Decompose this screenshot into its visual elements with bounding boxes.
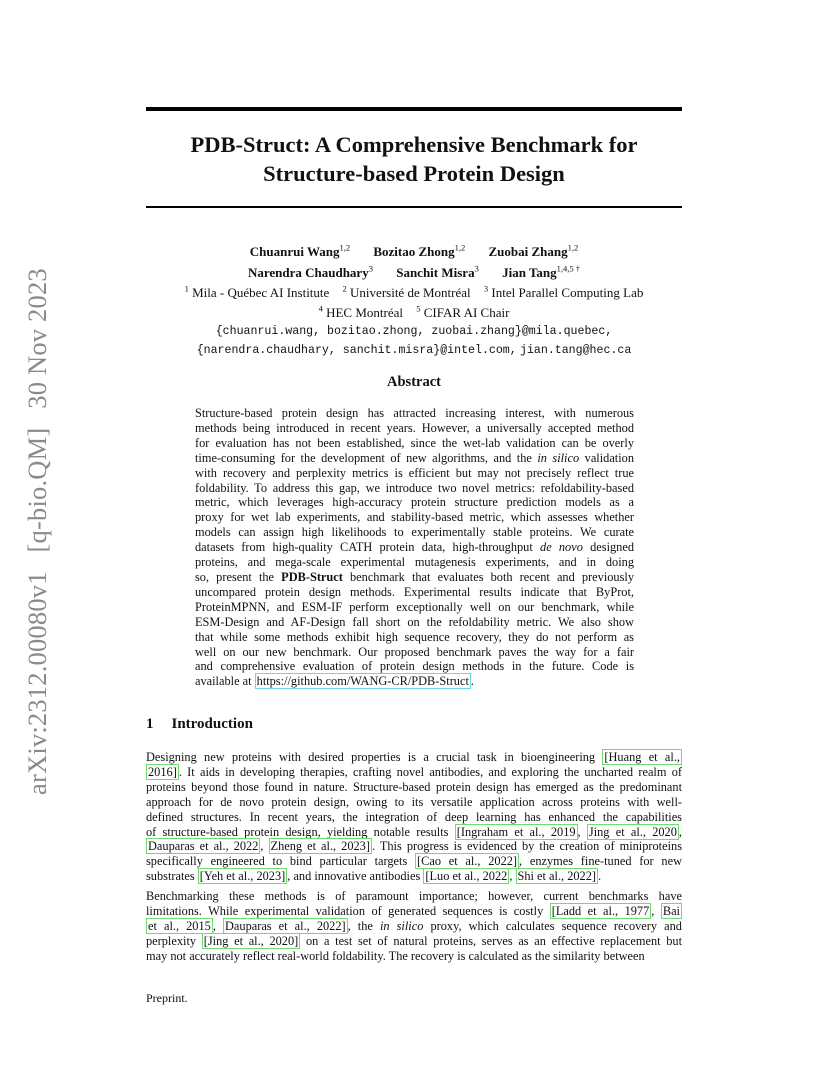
citation-link[interactable]: [Huang et al., — [604, 750, 680, 764]
citation-link[interactable]: 2016] — [148, 764, 177, 779]
para-line: perplexity [Jing et al., 2020] on a test set of natural proteins, serves as an effective replacement but — [146, 933, 683, 948]
para-line: specifically engineered to bind particular targets [Cao et al., 2022] , enzymes fine-tuned for new — [146, 854, 682, 869]
author-name: Jian Tang$^{1,4,5 \dagger}$ — [502, 263, 581, 280]
citation-link[interactable]: [Yeh et al., 2023] — [199, 869, 286, 884]
citation-link[interactable]: [Ingraham et al., 2019 — [456, 824, 576, 839]
title-top-rule — [146, 107, 682, 111]
author-name: Chuanrui Wang$^{1,2}$ — [249, 243, 351, 260]
citation-link[interactable]: [Jing et al., 2020] — [203, 933, 299, 948]
author-block — [146, 240, 682, 359]
para-line: et al., 2015 , Dauparas et al., 2022] , the in silico proxy, which calculates sequence recovery and — [148, 918, 682, 933]
affiliation: $^3$ Intel Parallel Computing Lab — [483, 283, 644, 300]
abstract-line: datasets from high-quality CATH protein data, high-throughput de novo designed — [195, 540, 634, 555]
citation-link[interactable]: Zheng et al., 2023] — [270, 839, 370, 854]
para-line: limitations. While experimental validation of generated sequences is costly [Ladd et al., 1977 , Bai — [146, 903, 680, 918]
para-line: defined structures. In recent years, the integration of deep learning has enhanced the capabilities — [146, 809, 682, 824]
para-line: 2016] . It aids in developing therapies, crafting novel antibodies, and exploring the uncharted realm of — [148, 764, 682, 779]
arxiv-id: arXiv:2312.00080v1 — [22, 571, 52, 795]
title-bottom-rule — [146, 206, 682, 208]
abstract-line: methods being introduced in recent years. However, a universally accepted method — [195, 420, 634, 435]
abstract-line: foldability. To address this gap, we introduce two novel metrics: refoldability-based — [195, 480, 634, 495]
arxiv-date: 30 Nov 2023 — [22, 268, 52, 409]
abstract-line: metric, which leverages high-accuracy protein structure prediction models as a — [195, 495, 634, 510]
para-line: Designing new proteins with desired properties is a crucial task in bioengineering [Huang et al., — [146, 750, 680, 764]
author-name: Zuobai Zhang$^{1,2}$ — [488, 243, 579, 260]
author-row-2 — [146, 260, 682, 280]
abstract-line: well on our new benchmark. Our proposed benchmark paves the way for a fair — [195, 644, 634, 659]
citation-link[interactable]: et al., 2015 — [148, 918, 211, 933]
citation-link[interactable]: [Luo et al., 2022 — [425, 869, 508, 884]
para-line: substrates [Yeh et al., 2023] , and innovative antibodies [Luo et al., 2022 , Shi et al., 2022] . — [146, 869, 602, 884]
citation-link[interactable]: Shi et al., 2022] — [517, 869, 597, 884]
citation-link[interactable]: Bai — [662, 903, 680, 918]
para-line: proteins beyond those found in nature. Structure-based protein design has emerged as the predominant — [146, 779, 682, 794]
abstract-line: for evaluation has not been established, since the wet-lab validation can be overly — [195, 435, 634, 450]
arxiv-stamp — [22, 256, 53, 795]
abstract-line: available at https://github.com/WANG-CR/PDB-Struct . — [195, 674, 474, 689]
title-line-1: PDB-Struct: A Comprehensive Benchmark for — [190, 132, 638, 157]
abstract-heading: Abstract — [387, 374, 441, 390]
abstract-line: Structure-based protein design has attracted increasing interest, with numerous — [195, 406, 634, 420]
abstract-line: and comprehensive evaluation of protein design methods in the future. Code is — [195, 659, 634, 674]
arxiv-category: [q-bio.QM] — [22, 427, 52, 553]
intro-paragraph-2 — [146, 889, 682, 964]
para-line: approach for de novo protein design, owing to its versatile application across proteins with well- — [146, 794, 682, 809]
citation-link[interactable]: Dauparas et al., 2022 — [148, 839, 259, 854]
affiliation: $^1$ Mila - Québec AI Institute — [184, 283, 330, 300]
abstract-line: so, present the PDB-Struct benchmark that evaluates both recent and previously — [195, 569, 634, 584]
affiliation: $^4$ HEC Montréal — [318, 303, 403, 321]
abstract-line: models can assign high likelihoods to experimentally stable proteins. We curate — [195, 525, 634, 540]
abstract-line: proxy for wet lab experiments, and stability-based metric, which assesses whether — [195, 510, 634, 525]
affiliation: $^2$ Université de Montréal — [342, 283, 471, 300]
abstract-line: proteins, and mega-scale experimental mutagenesis experiments, and in doing — [195, 555, 634, 570]
abstract-body — [195, 406, 634, 689]
code-url-link[interactable]: https://github.com/WANG-CR/PDB-Struct — [256, 674, 469, 689]
email-row-2 — [146, 340, 682, 359]
title-line-2: Structure-based Protein Design — [263, 161, 565, 186]
email-row-1 — [146, 321, 682, 340]
para-line: Dauparas et al., 2022 , Zheng et al., 2023] . This progress is evidenced by the creation of miniproteins — [148, 839, 682, 854]
author-emails: {chuanrui.wang, bozitao.zhong, zuobai.zhang}@mila.quebec, — [215, 325, 613, 339]
para-line: may not accurately reflect real-world foldability. The recovery is calculated as the similarity between — [146, 948, 645, 963]
affiliation-row-2 — [146, 301, 682, 321]
author-name: Bozitao Zhong$^{1,2}$ — [373, 243, 466, 260]
paper-title — [146, 130, 682, 188]
affiliation-row-1 — [146, 281, 682, 301]
affiliation: $^5$ CIFAR AI Chair — [416, 303, 510, 321]
citation-link[interactable]: [Cao et al., 2022] — [417, 854, 518, 869]
abstract-line: ProteinMPNN, and ESM-IF perform exceptionally well on our benchmark, while — [195, 599, 634, 614]
citation-link[interactable]: [Ladd et al., 1977 — [551, 903, 650, 918]
author-name: Sanchit Misra$^3$ — [396, 263, 479, 280]
section-heading: 1 Introduction — [146, 716, 253, 732]
citation-link[interactable]: Dauparas et al., 2022] — [225, 918, 346, 933]
intro-paragraph-1 — [146, 750, 682, 884]
citation-link[interactable]: Jing et al., 2020 — [588, 824, 677, 839]
para-line: Benchmarking these methods is of paramount importance; however, current benchmarks have — [146, 889, 682, 903]
abstract-line: ESM-Design and AF-Design fall short on the refoldability metric. We also show — [195, 614, 634, 629]
author-name: Narendra Chaudhary$^3$ — [247, 263, 373, 280]
abstract-line: time-consuming for the development of new algorithms, and the in silico validation — [195, 450, 635, 465]
abstract-line: with recovery and perplexity metrics is efficient but may not precisely reflect true — [195, 465, 634, 480]
author-email: jian.tang@hec.ca — [519, 344, 632, 358]
abstract-line: that while some methods exhibit high sequence recovery, they do not perform as — [195, 629, 634, 644]
author-emails: {narendra.chaudhary, sanchit.misra}@intel.com, — [196, 344, 517, 358]
para-line: of structure-based protein design, yielding notable results [Ingraham et al., 2019 , Jing et al., 2020 , — [146, 824, 682, 839]
abstract-line: uncompared protein design methods. Experimental results indicate that ByProt, — [195, 584, 634, 599]
author-row-1 — [146, 240, 682, 260]
page-footer: Preprint. — [146, 991, 188, 1005]
